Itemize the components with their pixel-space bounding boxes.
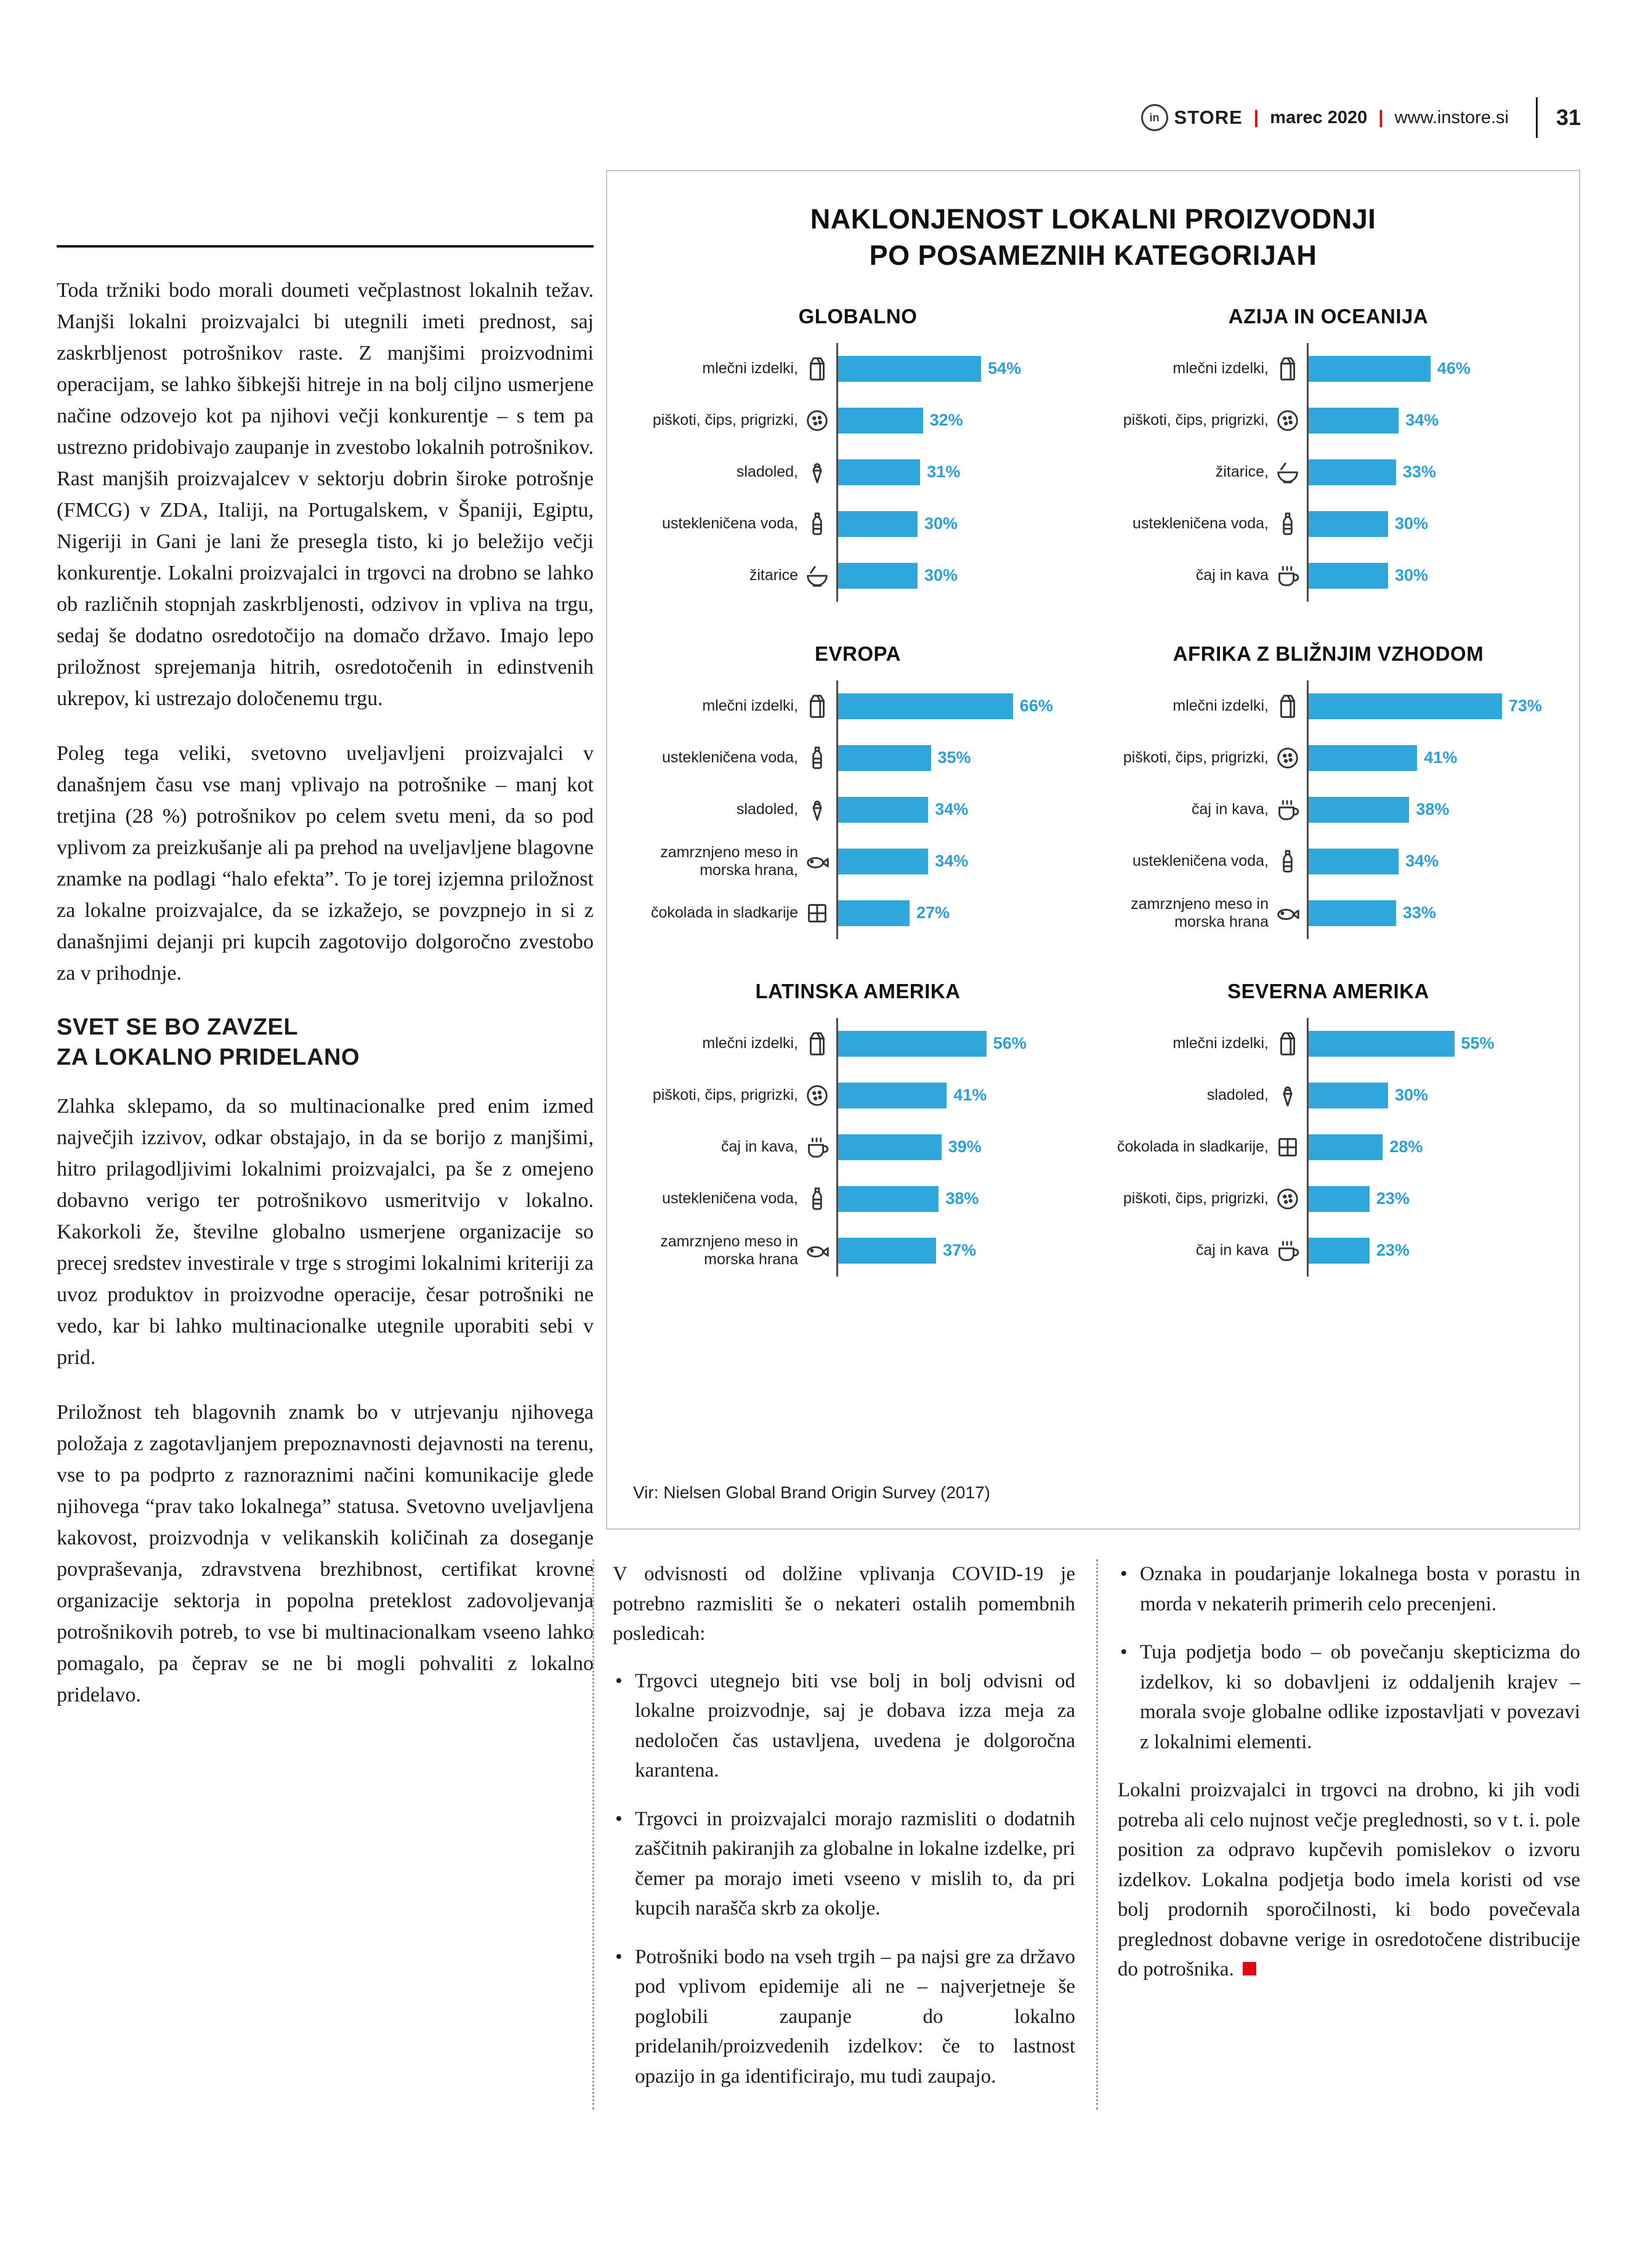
- chart-row-label: piškoti, čips, prigrizki,: [1123, 749, 1269, 767]
- chart-row-label: čaj in kava: [1195, 1241, 1269, 1259]
- chart-row-label: piškoti, čips, prigrizki,: [1123, 411, 1269, 429]
- chart-bar-value: 23%: [1376, 1189, 1410, 1208]
- chart-group-title: SEVERNA AMERIKA: [1227, 979, 1429, 1003]
- chart-source: Vir: Nielsen Global Brand Origin Survey (2017): [633, 1483, 990, 1502]
- bullet-list: [1118, 1559, 1580, 1757]
- article-column: [57, 245, 594, 1734]
- chart-bar: [1309, 356, 1431, 382]
- chart-row-label: mlečni izdelki,: [1173, 697, 1269, 715]
- milk-icon: [798, 1030, 836, 1058]
- chart-bar: [1309, 1134, 1383, 1160]
- chart-row: [632, 732, 1084, 784]
- header-separator: |: [1253, 107, 1259, 127]
- chart-group: [632, 296, 1084, 602]
- chart-bar-area: [1307, 1070, 1554, 1121]
- chart-row: [632, 1225, 1084, 1277]
- tea-coffee-icon: [1269, 796, 1307, 824]
- chart-bar-area: [836, 1173, 1084, 1225]
- tea-coffee-icon: [1269, 562, 1307, 590]
- chart-group: [1102, 971, 1554, 1277]
- chart-row: [1102, 1225, 1554, 1277]
- chart-bar-area: [1307, 1018, 1554, 1070]
- chart-group-title: LATINSKA AMERIKA: [755, 979, 961, 1003]
- chart-row-label: piškoti, čips, prigrizki,: [652, 1086, 798, 1104]
- chart-bar-area: [836, 887, 1084, 939]
- chart-bar: [838, 1134, 942, 1160]
- chart-group-title: AFRIKA Z BLIŽNJIM VZHODOM: [1173, 642, 1484, 665]
- chart-row-label: čokolada in sladkarije: [650, 904, 798, 922]
- chart-bar-value: 30%: [1395, 1086, 1429, 1105]
- milk-icon: [1269, 355, 1307, 383]
- ice-cream-icon: [798, 458, 836, 486]
- chart-row-label: čaj in kava,: [1191, 801, 1269, 818]
- tea-coffee-icon: [1269, 1237, 1307, 1265]
- chart-bar: [1309, 849, 1399, 874]
- page-header: [1141, 97, 1581, 138]
- chart-row: [632, 395, 1084, 446]
- chart-row: [1102, 498, 1554, 550]
- bullet-item: • Trgovci utegnejo biti vse bolj in bolj odvisni od lokalne proizvodnje, saj je dobava izza meja za nedoločen čas ustavljena, uvedena je dolgoročna karantena.: [613, 1666, 1075, 1786]
- milk-icon: [798, 692, 836, 720]
- bullet-list: [613, 1666, 1075, 2092]
- chart-bar-area: [1307, 732, 1554, 784]
- chart-grid: [607, 278, 1579, 1277]
- chart-row: [632, 887, 1084, 939]
- chart-row: [1102, 1173, 1554, 1225]
- chart-bar-value: 30%: [924, 514, 958, 533]
- cereals-icon: [798, 562, 836, 590]
- chart-bar: [1309, 459, 1396, 485]
- milk-icon: [798, 355, 836, 383]
- chart-group: [1102, 296, 1554, 602]
- ice-cream-icon: [798, 796, 836, 824]
- chart-row: [632, 784, 1084, 836]
- chart-bar-area: [1307, 1121, 1554, 1173]
- chart-bar: [838, 563, 918, 589]
- instore-logo-icon: in: [1141, 104, 1168, 131]
- chart-bar-area: [1307, 887, 1554, 939]
- chart-bar-area: [836, 1018, 1084, 1070]
- chart-row-label: sladoled,: [1206, 1086, 1269, 1104]
- bottom-column-2: [1096, 1559, 1580, 2110]
- chart-bar-value: 35%: [937, 748, 971, 767]
- article-paragraph: Zlahka sklepamo, da so multinacionalke pred enim izmed največjih izzivov, odkar obstajajo, in da se borijo z manjšimi, hitro prilagodljivimi lokalnimi proizvajalci, pa še z omejeno dobavno verigo ter potrošnikovo usmeritvijo v lokalno. Kakorkoli že, številne globalno usmerjene organizacije so precej sredstev investirale v trge s strogimi lokalnimi kriteriji za uvoz produktov in proizvodne operacije, česar potrošniki ne vedo, kar bi lahko multinacionalke utegnile uporabiti sebi v prid.: [57, 1094, 594, 1369]
- chart-bar-value: 54%: [988, 359, 1022, 378]
- bottom-column-1: [592, 1559, 1096, 2110]
- chart-row: [632, 498, 1084, 550]
- chart-row: [632, 1018, 1084, 1070]
- chart-panel-title: [724, 201, 1463, 274]
- chart-bar: [1309, 563, 1388, 589]
- chart-bar-value: 34%: [1405, 852, 1439, 871]
- chart-bar: [1309, 1083, 1388, 1108]
- snacks-icon: [1269, 406, 1307, 435]
- chart-row: [632, 1121, 1084, 1173]
- chart-bar: [838, 511, 918, 537]
- chart-bar-area: [1307, 395, 1554, 446]
- chart-row-label: piškoti, čips, prigrizki,: [1123, 1190, 1269, 1208]
- chart-bar: [838, 745, 931, 771]
- chart-bar: [838, 1186, 939, 1212]
- chart-bar: [1309, 900, 1396, 926]
- chart-bar-value: 34%: [935, 852, 969, 871]
- pageno-divider: [1536, 97, 1538, 138]
- chart-bar: [838, 797, 928, 823]
- chart-bar-value: 56%: [993, 1034, 1027, 1053]
- chart-row-label: mlečni izdelki,: [702, 697, 798, 715]
- chart-bar-value: 30%: [924, 566, 958, 585]
- chart-bar-area: [836, 498, 1084, 550]
- chart-bar-value: 34%: [1405, 411, 1439, 430]
- chart-row: [1102, 784, 1554, 836]
- chart-bar-value: 46%: [1437, 359, 1471, 378]
- chart-bar-value: 30%: [1395, 514, 1429, 533]
- article-paragraph: Poleg tega veliki, svetovno uveljavljeni proizvajalci v današnjem času vse manj vplivajo na potrošnike – manj kot tretjina (28 %) potrošnikov po celem svetu meni, da so pod vplivom za preizkušanje ali pa prehod na uveljavljene blagovne znamke na podlagi “halo efekta”. To je torej izjemna priložnost za lokalne proizvajalce, da se izkažejo, se povzpnejo in si z današnjimi dejanji pri kupcih zagotovijo dolgoročno zvestobo za v prihodnje.: [57, 742, 594, 985]
- chart-bar-value: 37%: [943, 1241, 977, 1260]
- chart-bar-area: [836, 446, 1084, 498]
- chart-row: [1102, 887, 1554, 939]
- chart-bar-area: [836, 395, 1084, 446]
- milk-icon: [1269, 1030, 1307, 1058]
- chart-row: [1102, 732, 1554, 784]
- chart-bar: [1309, 511, 1388, 537]
- chart-bar-value: 55%: [1461, 1034, 1495, 1053]
- chart-row: [1102, 343, 1554, 395]
- chart-bar-value: 30%: [1395, 566, 1429, 585]
- chart-bar: [838, 459, 920, 485]
- chart-bar: [838, 1031, 987, 1057]
- chart-bar-area: [836, 1070, 1084, 1121]
- chart-bar-area: [1307, 1173, 1554, 1225]
- chart-row: [1102, 1018, 1554, 1070]
- chart-row-label: čaj in kava,: [721, 1138, 798, 1156]
- chart-bar-value: 39%: [948, 1137, 982, 1156]
- chart-row-label: mlečni izdelki,: [702, 1035, 798, 1052]
- tea-coffee-icon: [798, 1133, 836, 1161]
- chart-group-title: AZIJA IN OCEANIJA: [1228, 304, 1429, 328]
- chart-bar-area: [836, 732, 1084, 784]
- chart-bar-area: [1307, 1225, 1554, 1277]
- water-bottle-icon: [798, 510, 836, 538]
- issue-date: marec 2020: [1270, 107, 1368, 127]
- chart-group: [632, 971, 1084, 1277]
- frozen-food-icon: [798, 1237, 836, 1265]
- chart-bar-value: 23%: [1376, 1241, 1410, 1260]
- chart-row-label: ustekleničena voda,: [662, 749, 798, 767]
- chart-bar-area: [836, 550, 1084, 602]
- chart-bar: [1309, 797, 1409, 823]
- chart-row: [1102, 395, 1554, 446]
- chart-bar: [838, 408, 923, 434]
- chart-bar-value: 38%: [945, 1189, 979, 1208]
- chart-row-label: ustekleničena voda,: [662, 1190, 798, 1208]
- chart-bar-area: [836, 784, 1084, 836]
- chart-bar-area: [836, 343, 1084, 395]
- chart-panel-title-line2: PO POSAMEZNIH KATEGORIJAH: [869, 240, 1317, 272]
- chart-row: [1102, 836, 1554, 887]
- chart-bar: [1309, 693, 1502, 719]
- chart-bar-area: [836, 1225, 1084, 1277]
- chart-bar: [1309, 1031, 1455, 1057]
- chart-row: [632, 343, 1084, 395]
- ice-cream-icon: [1269, 1081, 1307, 1110]
- chart-bar-area: [1307, 343, 1554, 395]
- chart-row-label: sladoled,: [736, 801, 798, 818]
- chart-bar: [1309, 1238, 1370, 1264]
- water-bottle-icon: [798, 1185, 836, 1213]
- chart-bar-value: 31%: [927, 462, 961, 482]
- chart-row: [1102, 1070, 1554, 1121]
- bullet-item: • Tuja podjetja bodo – ob povečanju skepticizma do izdelkov, ki so dobavljeni iz oddaljenih krajev – morala svoje globalne odlike izpostavljati v povezavi z lokalnimi elementi.: [1118, 1637, 1580, 1757]
- chart-row-label: čokolada in sladkarije,: [1117, 1138, 1269, 1156]
- header-separator: |: [1378, 107, 1384, 127]
- chart-bar: [1309, 1186, 1370, 1212]
- article-subheading-line2: ZA LOKALNO PRIDELANO: [57, 1044, 360, 1071]
- brand-name: STORE: [1174, 107, 1243, 128]
- bullet-item: • Oznaka in poudarjanje lokalnega bosta v porastu in morda v nekaterih primerih celo precenjeni.: [1118, 1559, 1580, 1619]
- chart-bar-area: [1307, 680, 1554, 732]
- chart-row-label: mlečni izdelki,: [1173, 360, 1269, 377]
- snacks-icon: [798, 1081, 836, 1110]
- chart-row: [632, 1173, 1084, 1225]
- frozen-food-icon: [1269, 899, 1307, 927]
- chart-bar: [838, 1083, 947, 1108]
- chart-row-label: zamrznjeno meso in morska hrana: [1131, 895, 1269, 930]
- chart-bar-area: [1307, 836, 1554, 887]
- article-subheading-line1: SVET SE BO ZAVZEL: [57, 1014, 299, 1040]
- bullet-item: • Potrošniki bodo na vseh trgih – pa najsi gre za državo pod vplivom epidemije ali ne – najverjetneje še poglobili zaupanje do lokalno pridelanih/proizvedenih izdelkov: če to lastnost opazijo in ga identificirajo, mu tudi zaupajo.: [613, 1942, 1075, 2092]
- chart-bar: [838, 693, 1013, 719]
- chart-bar-value: 34%: [935, 800, 969, 819]
- chart-row-label: žitarice,: [1215, 463, 1269, 481]
- chart-bar-value: 32%: [929, 411, 963, 430]
- chart-row-label: mlečni izdelki,: [702, 360, 798, 377]
- chart-row: [632, 446, 1084, 498]
- chart-row-label: mlečni izdelki,: [1173, 1035, 1269, 1052]
- chart-row-label: ustekleničena voda,: [1132, 852, 1269, 870]
- chart-row: [632, 836, 1084, 887]
- chart-row-label: žitarice: [749, 567, 798, 584]
- chart-row-label: zamrznjeno meso in morska hrana,: [660, 844, 798, 879]
- chart-panel-title-line1: NAKLONJENOST LOKALNI PROIZVODNJI: [810, 203, 1376, 235]
- chocolate-icon: [798, 899, 836, 927]
- chart-row-label: čaj in kava: [1195, 567, 1269, 584]
- chart-bar-area: [1307, 784, 1554, 836]
- page-number: 31: [1556, 105, 1581, 130]
- article-subheading: [57, 1012, 594, 1073]
- chart-row-label: ustekleničena voda,: [1132, 515, 1269, 533]
- chart-bar-area: [1307, 550, 1554, 602]
- chart-bar: [1309, 745, 1417, 771]
- bottom-intro: V odvisnosti od dolžine vplivanja COVID-19 je potrebno razmisliti še o nekateri ostalih pomembnih posledicah:: [613, 1563, 1075, 1645]
- chart-group: [1102, 634, 1554, 939]
- website-link[interactable]: www.instore.si: [1394, 107, 1509, 127]
- chart-row-label: sladoled,: [736, 463, 798, 481]
- chart-row: [632, 1070, 1084, 1121]
- chart-bar-value: 38%: [1416, 800, 1450, 819]
- chart-bar-value: 66%: [1019, 696, 1053, 716]
- snacks-icon: [1269, 1185, 1307, 1213]
- bottom-section: [592, 1559, 1580, 2110]
- chocolate-icon: [1269, 1133, 1307, 1161]
- closing-text: Lokalni proizvajalci in trgovci na drobno, ki jih vodi potreba ali celo nujnost večje preglednosti, so v t. i. pole position za odpravo kupčevih pomislekov o izvoru izdelkov. Lokalna podjetja bodo imela koristi od vse bolj prodornih sporočilnosti, ki bodo povečevala preglednost dobavne verige in osredotočene distribucije do potrošnika.: [1118, 1779, 1580, 1980]
- chart-bar-value: 41%: [1424, 748, 1458, 767]
- article-paragraph: Toda tržniki bodo morali doumeti večplastnost lokalnih težav. Manjši lokalni proizvajalci bi utegnili imeti prednost, saj zaskrbljenost potrošnikov raste. Z manjšimi proizvodnimi operacijam, se lahko šibkejši hitreje in na bolj ciljno usmerjene načine odzovejo kot pa njihovi večji konkurentje – s tem pa ustrezno pridobivajo zaupanje in zvestobo lokalnih potrošnikov. Rast manjših proizvajalcev v sektorju dobrin široke potrošnje (FMCG) v ZDA, Italiji, na Portugalskem, v Španiji, Egiptu, Nigeriji in Gani je lani že presegla tisto, ki jo beležijo večji konkurentje. Lokalni proizvajalci in trgovci na drobno se lahko ob različnih stopnjah zaskrbljenosti, odzivov in vpliva na trgu, sedaj še dodatno osredotočijo na domačo državo. Imajo lepo priložnost sprejemanja hitrih, osredotočenih in edinstvenih ukrepov, ki ustrezajo določenemu trgu.: [57, 279, 594, 710]
- chart-row: [632, 550, 1084, 602]
- chart-row: [1102, 680, 1554, 732]
- chart-bar-area: [836, 680, 1084, 732]
- article-paragraph: Priložnost teh blagovnih znamk bo v utrjevanju njihovega položaja z zagotavljanjem prepoznavnosti dejavnosti na terenu, vse to pa podprto z raznoraznimi načini komunikacije glede njihovega “prav tako lokalnega” statusa. Svetovno uveljavljena kakovost, proizvodnja v velikanskih količinah za doseganje povpraševanja, zdravstvena brezhibnost, certifikat krovne organizacije sektorja in popolna preteklost zadovoljevanja potrošnikovih potreb, to vse bi multinacionalkam vseeno lahko pomagalo, pa čeprav se ne bi mogli pohvaliti z lokalno pridelavo.: [57, 1400, 594, 1706]
- chart-row-label: piškoti, čips, prigrizki,: [652, 411, 798, 429]
- chart-row: [632, 680, 1084, 732]
- chart-bar-value: 41%: [953, 1086, 987, 1105]
- chart-bar-value: 28%: [1389, 1137, 1423, 1156]
- chart-bar-area: [1307, 498, 1554, 550]
- chart-group-title: EVROPA: [815, 642, 901, 665]
- chart-row-label: ustekleničena voda,: [662, 515, 798, 533]
- closing-paragraph: [1118, 1775, 1580, 1985]
- chart-bar-value: 73%: [1508, 696, 1542, 716]
- chart-bar-area: [1307, 446, 1554, 498]
- snacks-icon: [1269, 744, 1307, 772]
- cereals-icon: [1269, 458, 1307, 486]
- chart-bar-area: [836, 1121, 1084, 1173]
- chart-row: [1102, 1121, 1554, 1173]
- chart-group: [632, 634, 1084, 939]
- end-of-article-marker: [1243, 1962, 1256, 1975]
- chart-bar: [838, 356, 981, 382]
- frozen-food-icon: [798, 847, 836, 876]
- chart-bar: [838, 1238, 936, 1264]
- chart-bar-value: 27%: [916, 903, 950, 922]
- chart-bar: [838, 900, 910, 926]
- chart-bar-value: 33%: [1402, 903, 1436, 922]
- chart-bar-area: [836, 836, 1084, 887]
- water-bottle-icon: [1269, 847, 1307, 876]
- chart-row: [1102, 550, 1554, 602]
- water-bottle-icon: [1269, 510, 1307, 538]
- chart-group-title: GLOBALNO: [798, 304, 918, 328]
- chart-bar-value: 33%: [1402, 462, 1436, 482]
- chart-bar: [1309, 408, 1399, 434]
- bullet-item: • Trgovci in proizvajalci morajo razmisliti o dodatnih zaščitnih pakiranjih za globalne in lokalne izdelke, pri čemer pa morajo imeti vseeno v mislih to, da pri kupcih narašča skrb za okolje.: [613, 1804, 1075, 1924]
- water-bottle-icon: [798, 744, 836, 772]
- chart-row: [1102, 446, 1554, 498]
- snacks-icon: [798, 406, 836, 435]
- milk-icon: [1269, 692, 1307, 720]
- chart-bar: [838, 849, 928, 874]
- chart-row-label: zamrznjeno meso in morska hrana: [660, 1233, 798, 1268]
- chart-panel: [606, 170, 1580, 1530]
